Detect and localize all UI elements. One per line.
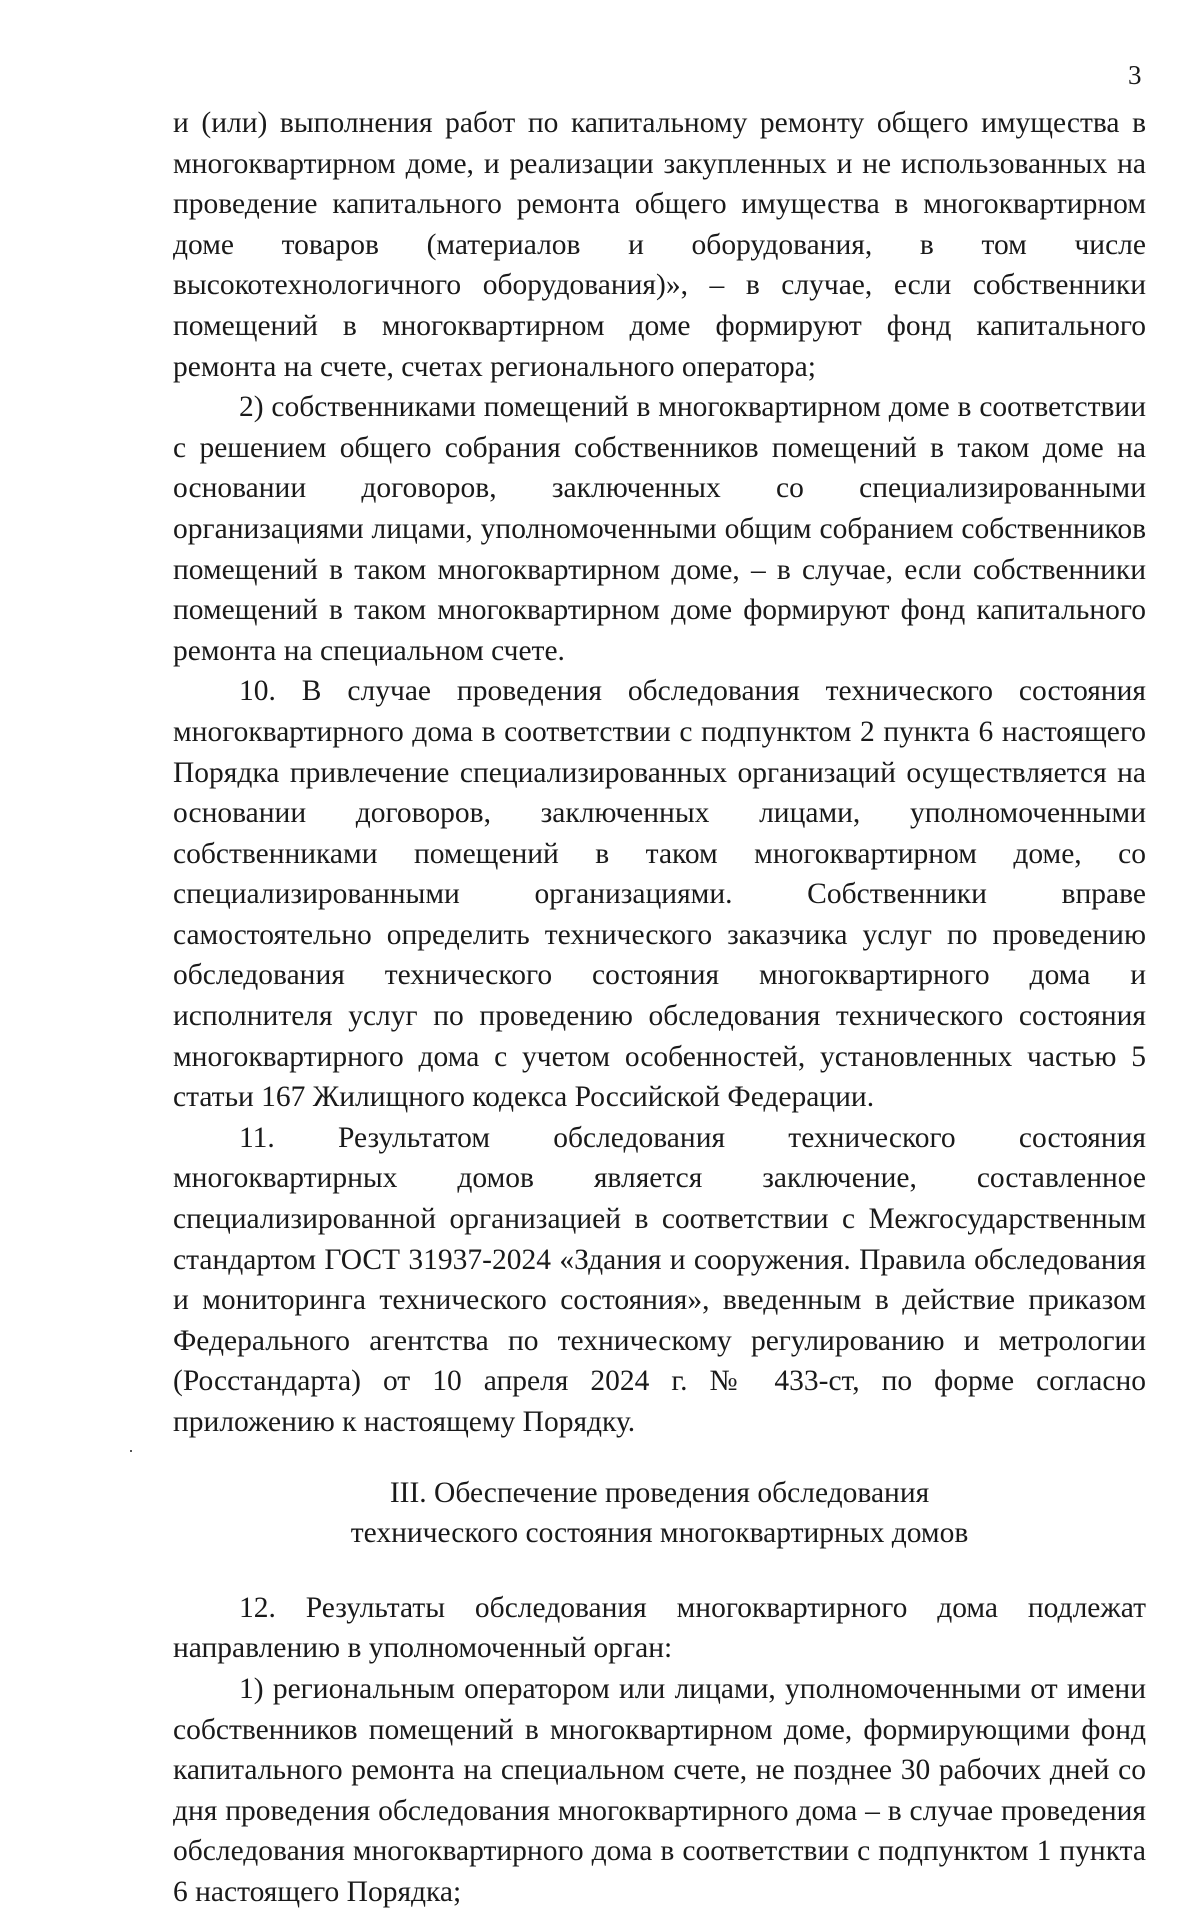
paragraph-subitem-2: 2) собственниками помещений в многоквартирном доме в соответствии с решением общего собрания собственников помещений в таком доме на основании договоров, заключенных со специализированными организациями лицами, уполномоченными общим собранием собственников помещений в таком многоквартирном доме, – в случае, если собственники помещений в таком многоквартирном доме формируют фонд капитального ремонта на специальном счете.: [173, 391, 1146, 667]
section-heading-line-1: III. Обеспечение проведения обследования: [389, 1476, 930, 1509]
paragraph-continuation: и (или) выполнения работ по капитальному ремонту общего имущества в многоквартирном доме, и реализации закупленных и не использованных на проведение капитального ремонта общего имущества в многоквартирном доме товаров (материалов и оборудования, в том числе высокотехнологичного оборудования)», – в случае, если собственники помещений в многоквартирном доме формируют фонд капитального ремонта на счете, счетах регионального оператора;: [173, 107, 1146, 383]
document-body: [173, 103, 1146, 1913]
paragraph-subitem-1: 1) региональным оператором или лицами, уполномоченными от имени собственников помещений в многоквартирном доме, формирующими фонд капитального ремонта на специальном счете, не позднее 30 рабочих дней со дня проведения обследования многоквартирного дома – в случае проведения обследования многоквартирного дома в соответствии с подпунктом 1 пункта 6 настоящего Порядка;: [173, 1672, 1146, 1908]
section-heading-line-2: технического состояния многоквартирных домов: [350, 1517, 969, 1550]
page-number: 3: [1128, 60, 1142, 90]
paragraph-item-12: 12. Результаты обследования многоквартирного дома подлежат направлению в уполномоченный орган:: [173, 1591, 1146, 1665]
paragraph-item-11: 11. Результатом обследования технического состояния многоквартирных домов является заключение, составленное специализированной организацией в соответствии с Межгосударственным стандартом ГОСТ 31937-2024 «Здания и сооружения. Правила обследования и мониторинга технического состояния», введенным в действие приказом Федерального агентства по техническому регулированию и метрологии (Росстандарта) от 10 апреля 2024 г. № 433-ст, по форме согласно приложению к настоящему Порядку.: [173, 1121, 1146, 1438]
section-heading: [173, 1473, 1146, 1554]
paragraph-item-10: 10. В случае проведения обследования технического состояния многоквартирного дома в соответствии с подпунктом 2 пункта 6 настоящего Порядка привлечение специализированных организаций осуществляется на основании договоров, заключенных лицами, уполномоченными собственниками помещений в таком многоквартирном доме, со специализированными организациями. Собственники вправе самостоятельно определить технического заказчика услуг по проведению обследования технического состояния многоквартирного дома и исполнителя услуг по проведению обследования технического состояния многоквартирного дома с учетом особенностей, установленных частью 5 статьи 167 Жилищного кодекса Российской Федерации.: [173, 675, 1146, 1114]
scan-speck: [130, 1450, 132, 1452]
